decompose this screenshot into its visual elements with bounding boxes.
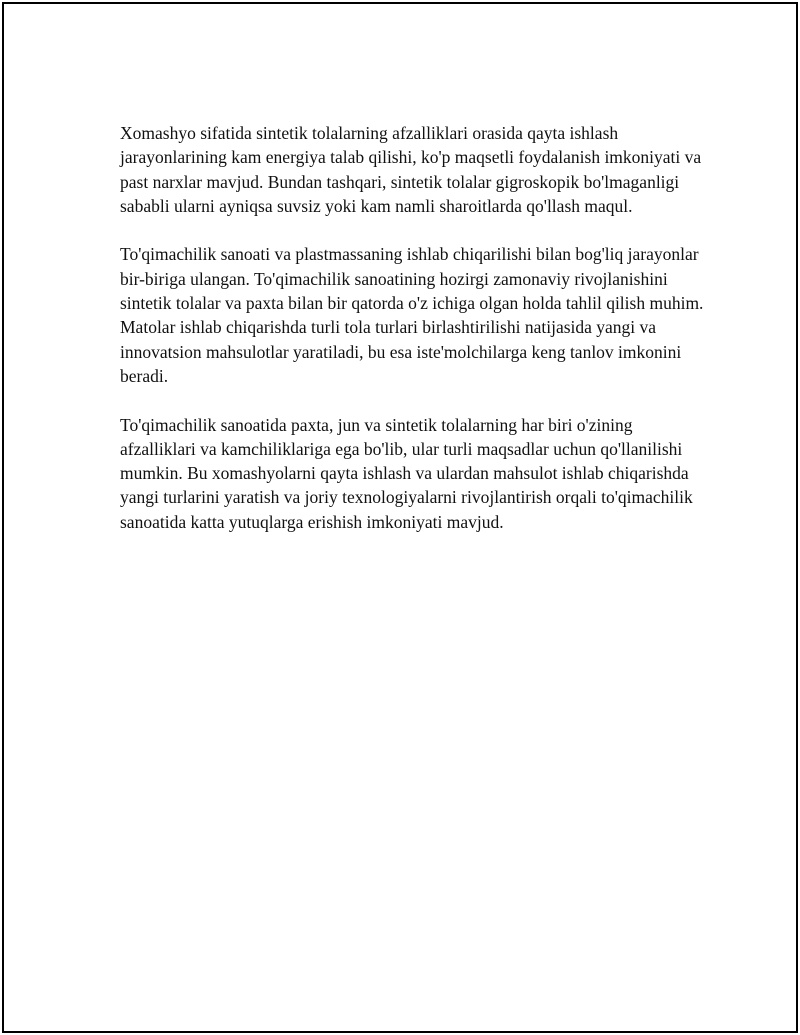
paragraph-1: Xomashyo sifatida sintetik tolalarning afzalliklari orasida qayta ishlash jarayonlarining kam energiya talab qilishi, ko'p maqsetli foydalanish imkoniyati va past narxlar mavjud. Bundan tashqari, sintetik tolalar gigroskopik bo'lmaganligi sababli ularni ayniqsa suvsiz yoki kam namli sharoitlarda qo'llash maqul. — [120, 123, 702, 216]
document-page — [2, 2, 798, 1033]
paragraph-3: To'qimachilik sanoatida paxta, jun va sintetik tolalarning har biri o'zining afzalliklari va kamchiliklariga ega bo'lib, ular turli maqsadlar uchun qo'llanilishi mumkin. Bu xomashyolarni qayta ishlash va ulardan mahsulot ishlab chiqarishda yangi turlarini yaratish va joriy texnologiyalarni rivojlantirish orqali to'qimachilik sanoatida katta yutuqlarga erishish imkoniyati mavjud. — [120, 414, 693, 532]
paragraph-2: To'qimachilik sanoati va plastmassaning ishlab chiqarilishi bilan bog'liq jarayonlar bir-biriga ulangan. To'qimachilik sanoatining hozirgi zamonaviy rivojlanishini sintetik tolalar va paxta bilan bir qatorda o'z ichiga olgan holda tahlil qilish muhim. Matolar ishlab chiqarishda turli tola turlari birlashtirilishi natijasida yangi va innovatsion mahsulotlar yaratiladi, bu esa iste'molchilarga keng tanlov imkonini beradi. — [120, 244, 704, 386]
document-body — [120, 121, 710, 558]
